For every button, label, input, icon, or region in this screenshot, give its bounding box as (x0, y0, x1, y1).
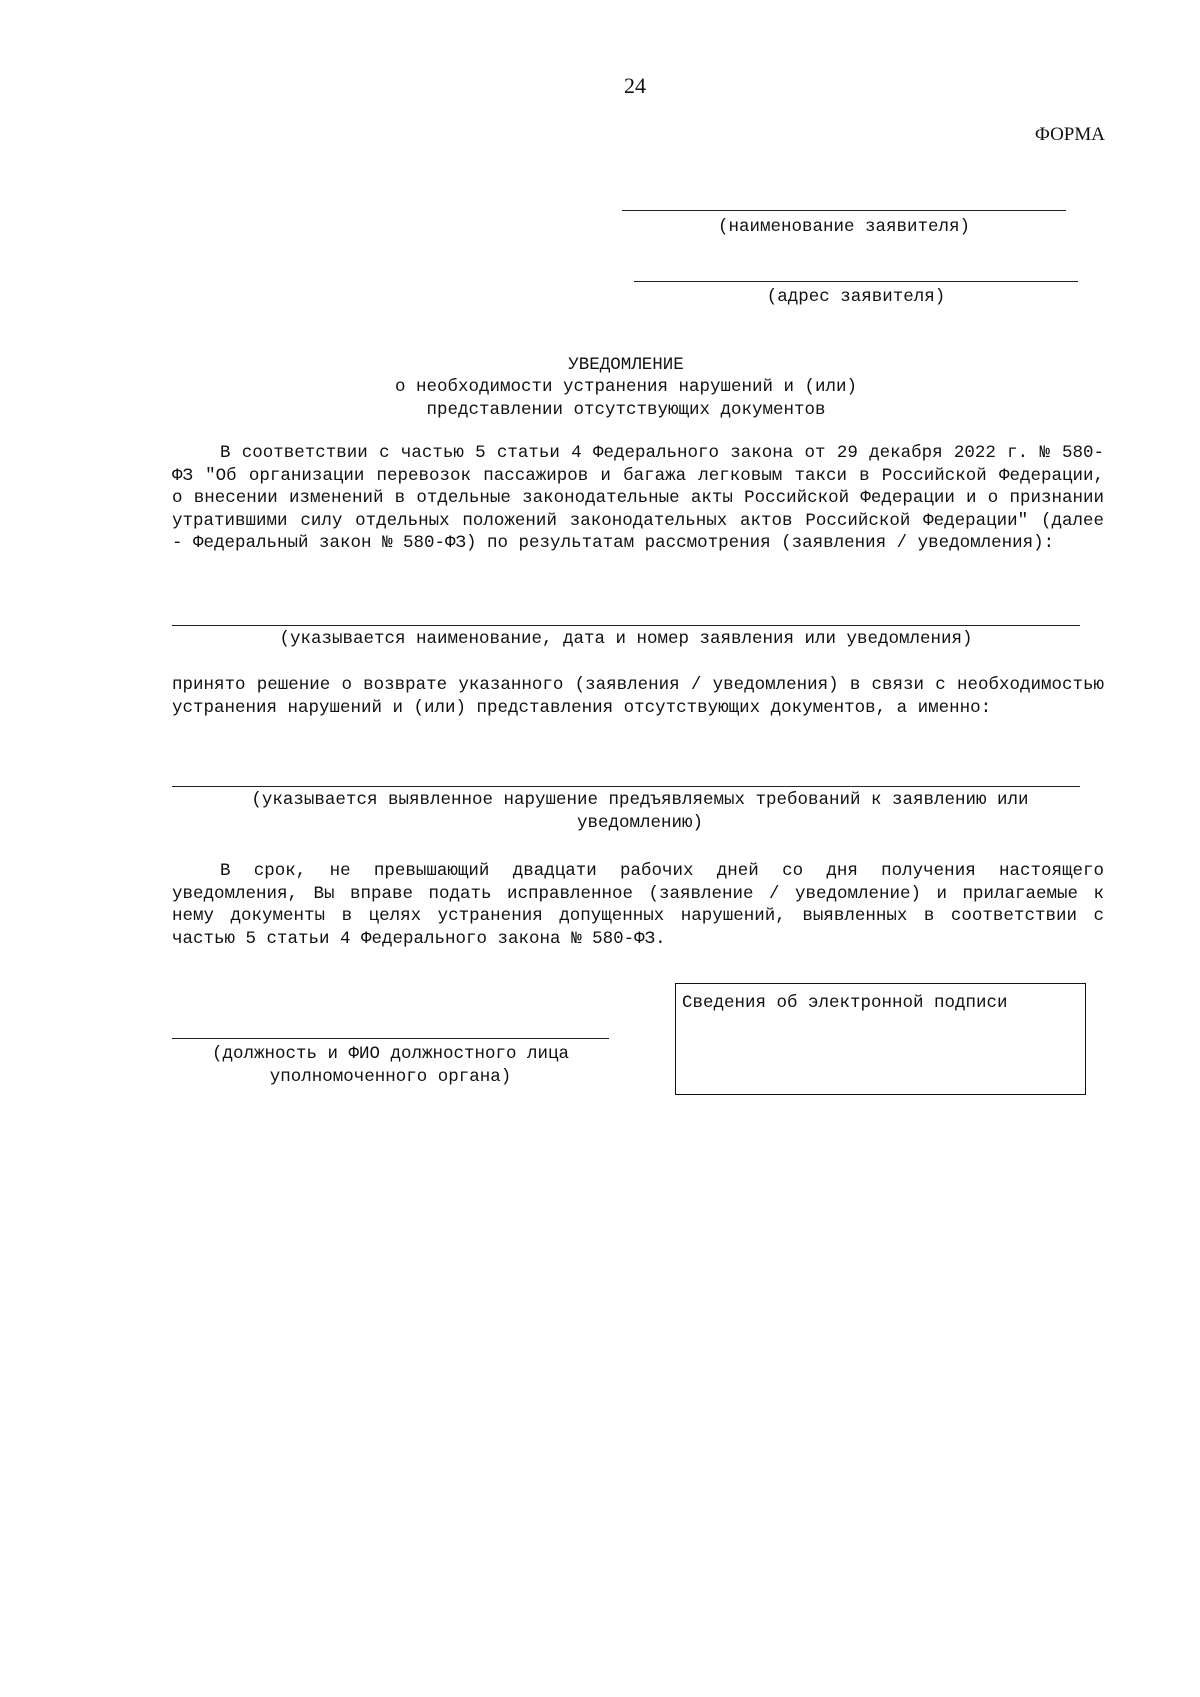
document-title: УВЕДОМЛЕНИЕ (568, 355, 684, 375)
applicant-name-line (622, 210, 1066, 211)
applicant-name-caption: (наименование заявителя) (717, 217, 971, 237)
application-field-line (172, 625, 1080, 626)
document-subtitle-line2: представлении отсутствующих документов (426, 400, 826, 420)
application-field-caption: (указывается наименование, дата и номер заявления или уведомления) (279, 629, 973, 649)
violation-field-line (172, 786, 1080, 787)
official-signature-caption: (должность и ФИО должностного лица уполномоченного органа) (211, 1044, 570, 1087)
paragraph-resubmission: В срок, не превышающий двадцати рабочих дней со дня получения настоящего уведомления, Вы вправе подать исправленное (заявление / уведомление) и прилагаемые к нему документы в целях устранения допущенных нарушений, выявленных в соответствии с частью 5 статьи 4 Федерального закона № 580-ФЗ. (172, 861, 1104, 949)
document-subtitle-line1: о необходимости устранения нарушений и (или) (394, 377, 858, 397)
paragraph-legal-basis: В соответствии с частью 5 статьи 4 Федерального закона от 29 декабря 2022 г. № 580-ФЗ "Об организации перевозок пассажиров и багажа легковым такси в Российской Федерации, о внесении изменений в отдельные законодательные акты Российской Федерации и о признании утратившими силу отдельных положений законодательных актов Российской Федерации" (далее - Федеральный закон № 580-ФЗ) по результатам рассмотрения (заявления / уведомления): (172, 443, 1104, 553)
page-number: 24 (624, 73, 646, 98)
electronic-signature-box (675, 983, 1086, 1095)
official-signature-line (172, 1038, 609, 1039)
form-label: ФОРМА (1034, 124, 1105, 145)
paragraph-decision: принято решение о возврате указанного (заявления / уведомления) в связи с необходимостью устранения нарушений и (или) представления отсутствующих документов, а именно: (172, 675, 1104, 718)
violation-field-caption: (указывается выявленное нарушение предъявляемых требований к заявлению или уведомлению) (251, 790, 1029, 833)
electronic-signature-title: Сведения об электронной подписи (682, 993, 1008, 1013)
applicant-address-line (634, 281, 1078, 282)
applicant-address-caption: (адрес заявителя) (766, 287, 946, 307)
